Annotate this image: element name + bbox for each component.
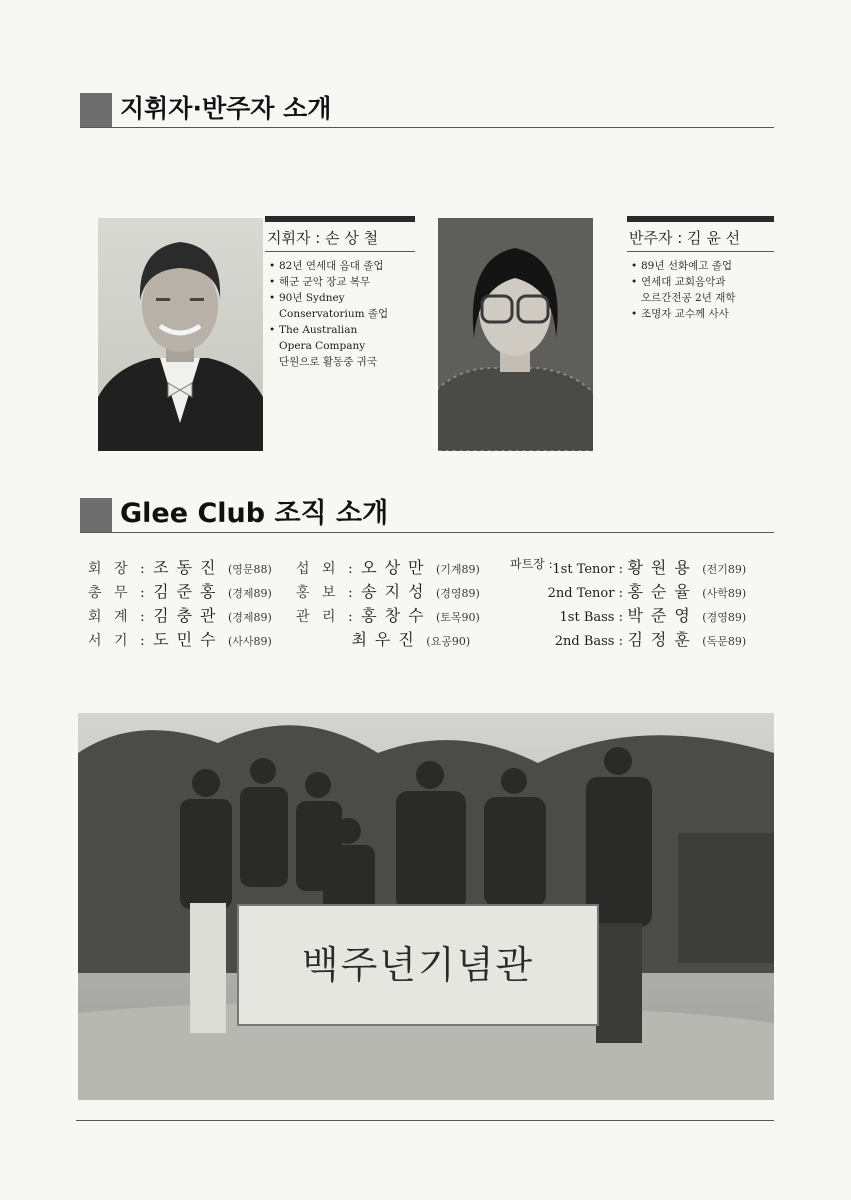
voice-part: 2nd Bass : (554, 634, 623, 649)
org-affiliation: (전기89) (702, 563, 747, 576)
org-affiliation: (경영89) (435, 587, 480, 600)
org-affiliation: (경제89) (227, 611, 272, 624)
org-row (88, 579, 272, 603)
org-name: 박준영 (627, 606, 698, 625)
accompanist-role: 반주자 : 김 윤 선 (629, 229, 741, 247)
role-divider (627, 251, 774, 252)
bio-bar (265, 216, 415, 222)
bio-item: • 90년 Sydney Conservatorium 졸업 (269, 290, 415, 322)
org-name: 홍순율 (627, 582, 698, 601)
voice-part: 2nd Tenor : (547, 586, 623, 601)
org-name: 김준홍 (153, 582, 224, 601)
org-row (296, 555, 480, 579)
bio-item: • 89년 선화예고 졸업 (631, 258, 774, 274)
managers-list (296, 555, 480, 651)
org-row (510, 579, 746, 603)
org-row (88, 627, 272, 651)
org-name: 황원용 (627, 558, 698, 577)
bottom-rule (76, 1120, 774, 1121)
org-role: 홍 보 : (296, 585, 357, 601)
conductor-photo (98, 218, 263, 451)
org-affiliation: (영문88) (227, 563, 272, 576)
org-row (510, 555, 746, 579)
org-affiliation: (기계89) (435, 563, 480, 576)
org-affiliation: (독문89) (702, 635, 747, 648)
voice-part: 1st Bass : (559, 610, 623, 625)
bio-item: • The Australian Opera Company 단원으로 활동중 귀국 (269, 322, 415, 370)
section-title: Glee Club 조직 소개 (120, 498, 389, 529)
section-title: 지휘자·반주자 소개 (120, 94, 332, 123)
section-header-organization (80, 488, 774, 533)
org-row (296, 603, 480, 627)
part-leaders-label: 파트장 : (510, 557, 553, 571)
org-affiliation: (토목90) (435, 611, 480, 624)
org-affiliation: (경영89) (702, 611, 747, 624)
bio-item: • 조명자 교수께 사사 (631, 306, 774, 322)
org-name: 조동진 (153, 558, 224, 577)
org-affiliation: (요공90) (426, 635, 471, 648)
voice-part: 1st Tenor : (552, 562, 623, 577)
conductor-bio-list (269, 258, 415, 370)
org-role: 총 무 : (88, 585, 149, 601)
org-role: 관 리 : (296, 609, 357, 625)
org-affiliation: (사학89) (702, 587, 747, 600)
section-marker (80, 93, 112, 127)
accompanist-bio-list (631, 258, 774, 322)
bio-item: • 연세대 교회음악과 오르간전공 2년 재학 (631, 274, 774, 306)
org-affiliation: (경제89) (227, 587, 272, 600)
part-leaders-list (510, 555, 746, 651)
accompanist-bio (627, 216, 774, 322)
org-row (296, 579, 480, 603)
section-marker (80, 498, 112, 532)
officers-list (88, 555, 272, 651)
conductor-bio (265, 216, 415, 370)
org-name: 김충관 (153, 606, 224, 625)
bio-item: • 해군 군악 장교 복무 (269, 274, 415, 290)
conductor-role: 지휘자 : 손 상 철 (267, 229, 379, 247)
bio-item: • 82년 연세대 음대 졸업 (269, 258, 415, 274)
org-name: 김정훈 (627, 630, 698, 649)
org-affiliation: (사사89) (227, 635, 272, 648)
org-role: 회 계 : (88, 609, 149, 625)
org-name: 도민수 (153, 630, 224, 649)
org-role: 서 기 : (88, 633, 149, 649)
bio-bar (627, 216, 774, 222)
org-row (88, 603, 272, 627)
org-role: 섭 외 : (296, 561, 357, 577)
org-name: 최우진 (351, 630, 422, 649)
group-photo (78, 713, 774, 1100)
org-name: 오상만 (361, 558, 432, 577)
org-row (296, 627, 480, 651)
role-divider (265, 251, 415, 252)
org-role: 회 장 : (88, 561, 149, 577)
section-header-conductors (80, 83, 774, 128)
org-row (510, 603, 746, 627)
org-row (510, 627, 746, 651)
accompanist-photo (438, 218, 593, 451)
org-row (88, 555, 272, 579)
org-name: 송지성 (361, 582, 432, 601)
org-name: 홍창수 (361, 606, 432, 625)
photo-sign-text: 백주년기념관 (301, 943, 535, 987)
